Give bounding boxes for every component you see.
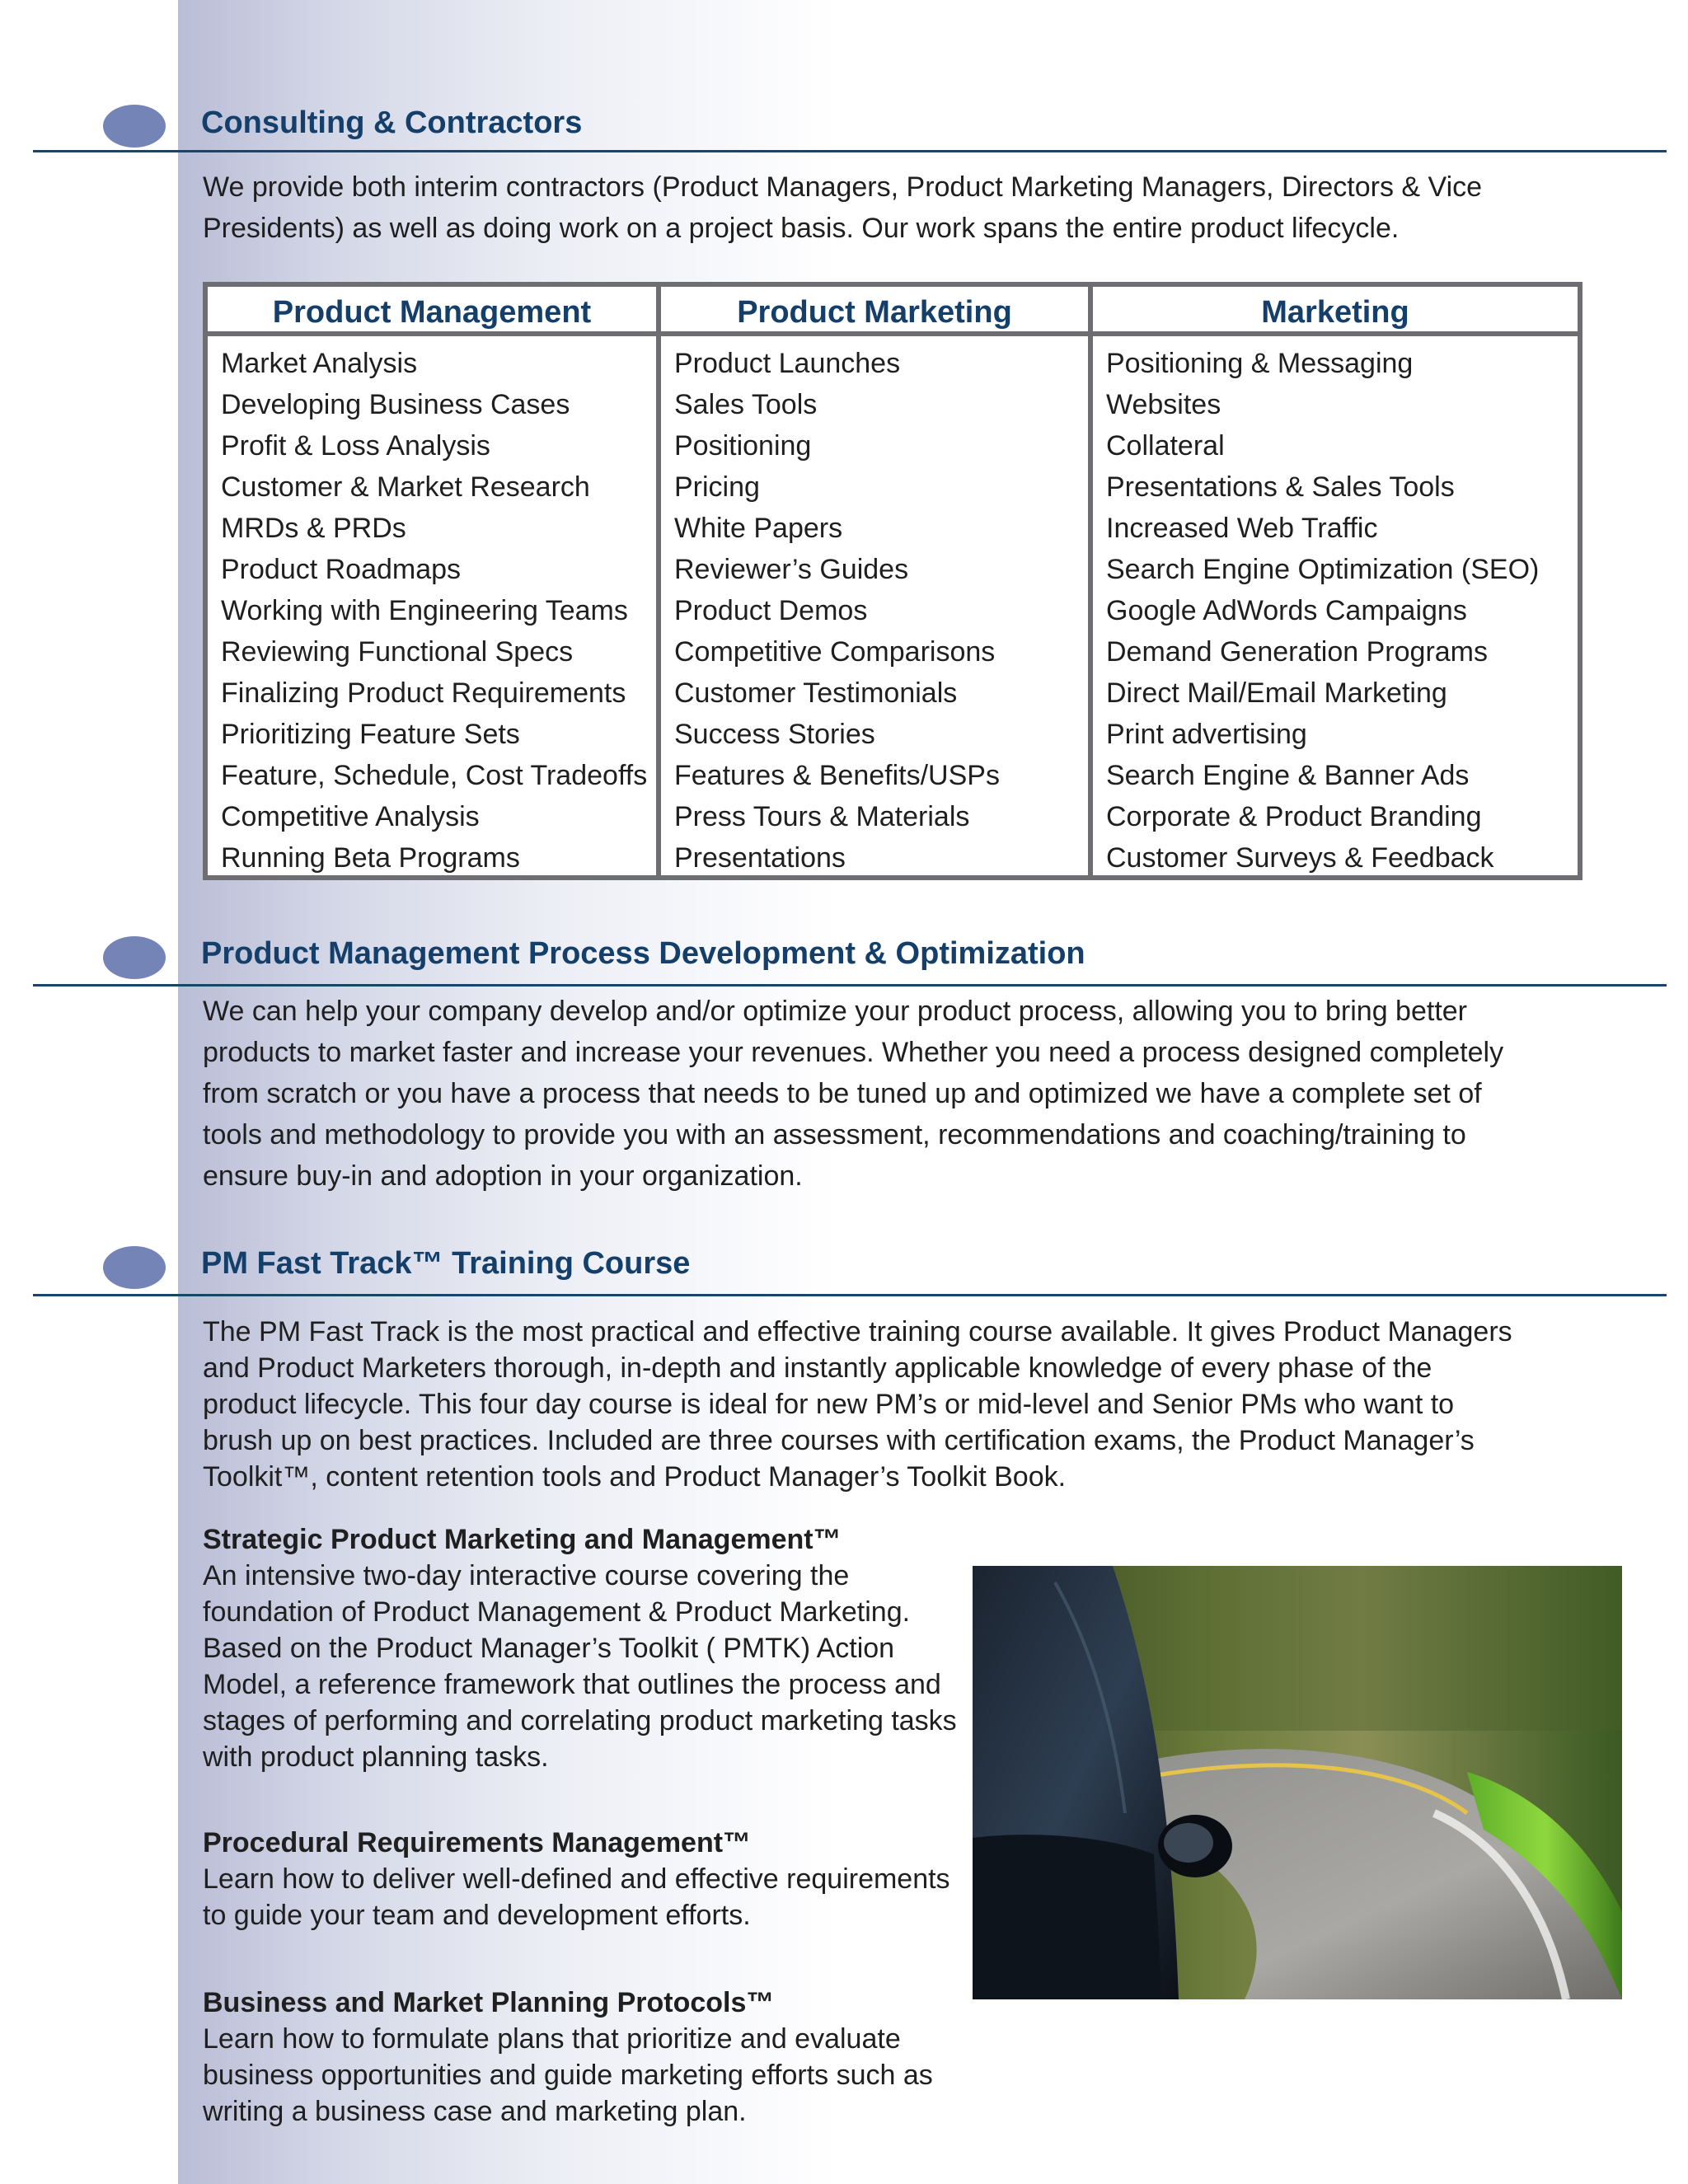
table-cell: White Papers xyxy=(674,513,843,544)
table-cell: Sales Tools xyxy=(674,389,818,420)
column-header: Product Management xyxy=(208,287,656,336)
table-cell: Print advertising xyxy=(1106,719,1307,750)
table-column xyxy=(1093,287,1578,875)
course-item xyxy=(203,1985,961,2130)
course-title: Procedural Requirements Management™ xyxy=(203,1827,752,1858)
table-cell: MRDs & PRDs xyxy=(221,513,406,544)
table-cell: Websites xyxy=(1106,389,1221,420)
column-header: Product Marketing xyxy=(661,287,1088,336)
section-body: We provide both interim contractors (Product Managers, Product Marketing Managers, Directors & Vice Presidents) as well as doing work on a project basis. Our work spans the entire product lifecycle. xyxy=(203,171,1483,244)
table-cell: Positioning xyxy=(674,430,812,462)
section-bullet-icon xyxy=(103,105,166,148)
course-description: An intensive two-day interactive course covering the foundation of Product Management & Product Marketing. Based on the Product Manager’s Toolkit ( PMTK) Action Model, a reference framework that outlines the process and stages of performing and correlating product marketing tasks with product planning tasks. xyxy=(203,1560,957,1773)
table-cell: Pricing xyxy=(674,471,760,503)
table-cell: Developing Business Cases xyxy=(221,389,570,420)
car-road-photo xyxy=(973,1566,1622,1999)
table-cell: Corporate & Product Branding xyxy=(1106,801,1482,832)
column-list xyxy=(674,343,1081,879)
table-cell: Presentations & Sales Tools xyxy=(1106,471,1455,503)
course-title: Strategic Product Marketing and Management™ xyxy=(203,1524,842,1555)
table-cell: Reviewing Functional Specs xyxy=(221,636,574,668)
table-cell: Press Tours & Materials xyxy=(674,801,970,832)
table-cell: Prioritizing Feature Sets xyxy=(221,719,520,750)
table-cell: Demand Generation Programs xyxy=(1106,636,1489,668)
table-cell: Customer Surveys & Feedback xyxy=(1106,842,1494,874)
section-title: PM Fast Track™ Training Course xyxy=(201,1246,691,1281)
table-cell: Competitive Comparisons xyxy=(674,636,996,668)
column-header: Marketing xyxy=(1093,287,1578,336)
table-column xyxy=(661,287,1088,875)
section-bullet-icon xyxy=(103,1246,166,1289)
table-cell: Profit & Loss Analysis xyxy=(221,430,490,462)
table-cell: Finalizing Product Requirements xyxy=(221,677,626,709)
table-cell: Increased Web Traffic xyxy=(1106,513,1378,544)
course-description: Learn how to formulate plans that prioritize and evaluate business opportunities and guide marketing efforts such as writing a business case and marketing plan. xyxy=(203,2023,933,2127)
section-rule xyxy=(33,984,1667,987)
table-column xyxy=(208,287,656,875)
section-body: We can help your company develop and/or optimize your product process, allowing you to bring better products to market faster and increase your revenues. Whether you need a process designed completely from scratch or you have a process that needs to be tuned up and optimized we have a complete set of tools and methodology to provide you with an assessment, recommendations and coaching/training to ensure buy-in and adoption in your organization. xyxy=(203,996,1504,1192)
column-list xyxy=(1106,343,1571,879)
section-title: Consulting & Contractors xyxy=(201,105,583,140)
section-consulting-header xyxy=(0,99,1688,173)
table-cell: Reviewer’s Guides xyxy=(674,554,909,585)
section-body: The PM Fast Track is the most practical and effective training course available. It gives Product Managers and Product Marketers thorough, in-depth and instantly applicable knowledge of every phase of the product lifecycle. This four day course is ideal for new PM’s or mid-level and Senior PMs who want to brush up on best practices. Included are three courses with certification exams, the Product Manager’s Toolkit™, content retention tools and Product Manager’s Toolkit Book. xyxy=(203,1316,1512,1493)
table-cell: Features & Benefits/USPs xyxy=(674,760,1000,791)
section-training-header xyxy=(0,1241,1688,1315)
table-cell: Competitive Analysis xyxy=(221,801,480,832)
table-cell: Running Beta Programs xyxy=(221,842,520,874)
table-cell: Direct Mail/Email Marketing xyxy=(1106,677,1447,709)
table-cell: Search Engine & Banner Ads xyxy=(1106,760,1470,791)
section-rule xyxy=(33,150,1667,152)
section-bullet-icon xyxy=(103,936,166,979)
course-item xyxy=(203,1825,961,1933)
course-title: Business and Market Planning Protocols™ xyxy=(203,1987,775,2018)
table-cell: Customer Testimonials xyxy=(674,677,958,709)
section-rule xyxy=(33,1294,1667,1296)
table-cell: Google AdWords Campaigns xyxy=(1106,595,1467,626)
column-list xyxy=(221,343,649,879)
table-cell: Feature, Schedule, Cost Tradeoffs xyxy=(221,760,648,791)
course-item xyxy=(203,1521,961,1775)
table-cell: Search Engine Optimization (SEO) xyxy=(1106,554,1540,585)
table-cell: Working with Engineering Teams xyxy=(221,595,628,626)
table-cell: Presentations xyxy=(674,842,846,874)
section-title: Product Management Process Development & Optimization xyxy=(201,936,1085,971)
table-cell: Product Launches xyxy=(674,348,901,379)
table-cell: Positioning & Messaging xyxy=(1106,348,1414,379)
table-cell: Collateral xyxy=(1106,430,1225,462)
services-table xyxy=(203,282,1582,880)
table-cell: Success Stories xyxy=(674,719,875,750)
table-cell: Customer & Market Research xyxy=(221,471,590,503)
table-cell: Market Analysis xyxy=(221,348,418,379)
table-cell: Product Demos xyxy=(674,595,868,626)
table-cell: Product Roadmaps xyxy=(221,554,462,585)
course-description: Learn how to deliver well-defined and effective requirements to guide your team and development efforts. xyxy=(203,1863,950,1931)
